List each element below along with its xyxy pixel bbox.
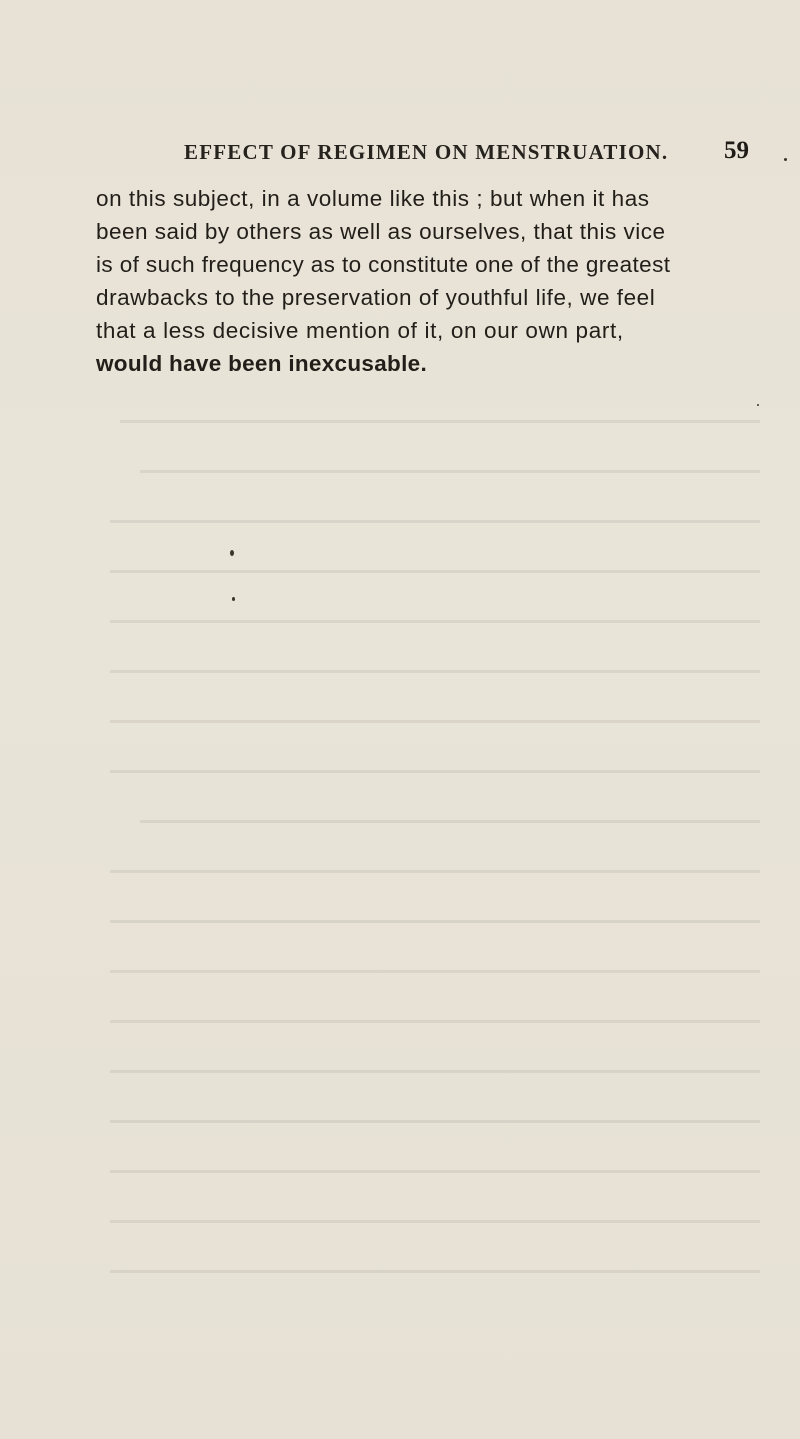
text-line: drawbacks to the preservation of youthful life, we feel	[96, 285, 656, 310]
text-line: would have been inexcusable.	[96, 351, 428, 376]
paper-speck	[230, 550, 234, 556]
text-line: is of such frequency as to constitute one of the greatest	[96, 252, 671, 277]
body-paragraph	[96, 182, 776, 380]
paper-speck	[232, 597, 235, 601]
running-head: EFFECT OF REGIMEN ON MENSTRUATION.	[184, 140, 669, 164]
page-number: 59	[724, 137, 749, 164]
text-line: on this subject, in a volume like this ; but when it has	[96, 186, 650, 211]
paper-speck	[757, 404, 759, 406]
text-line: that a less decisive mention of it, on our own part,	[96, 318, 624, 343]
page-header	[0, 137, 800, 170]
text-line: been said by others as well as ourselves, that this vice	[96, 219, 666, 244]
